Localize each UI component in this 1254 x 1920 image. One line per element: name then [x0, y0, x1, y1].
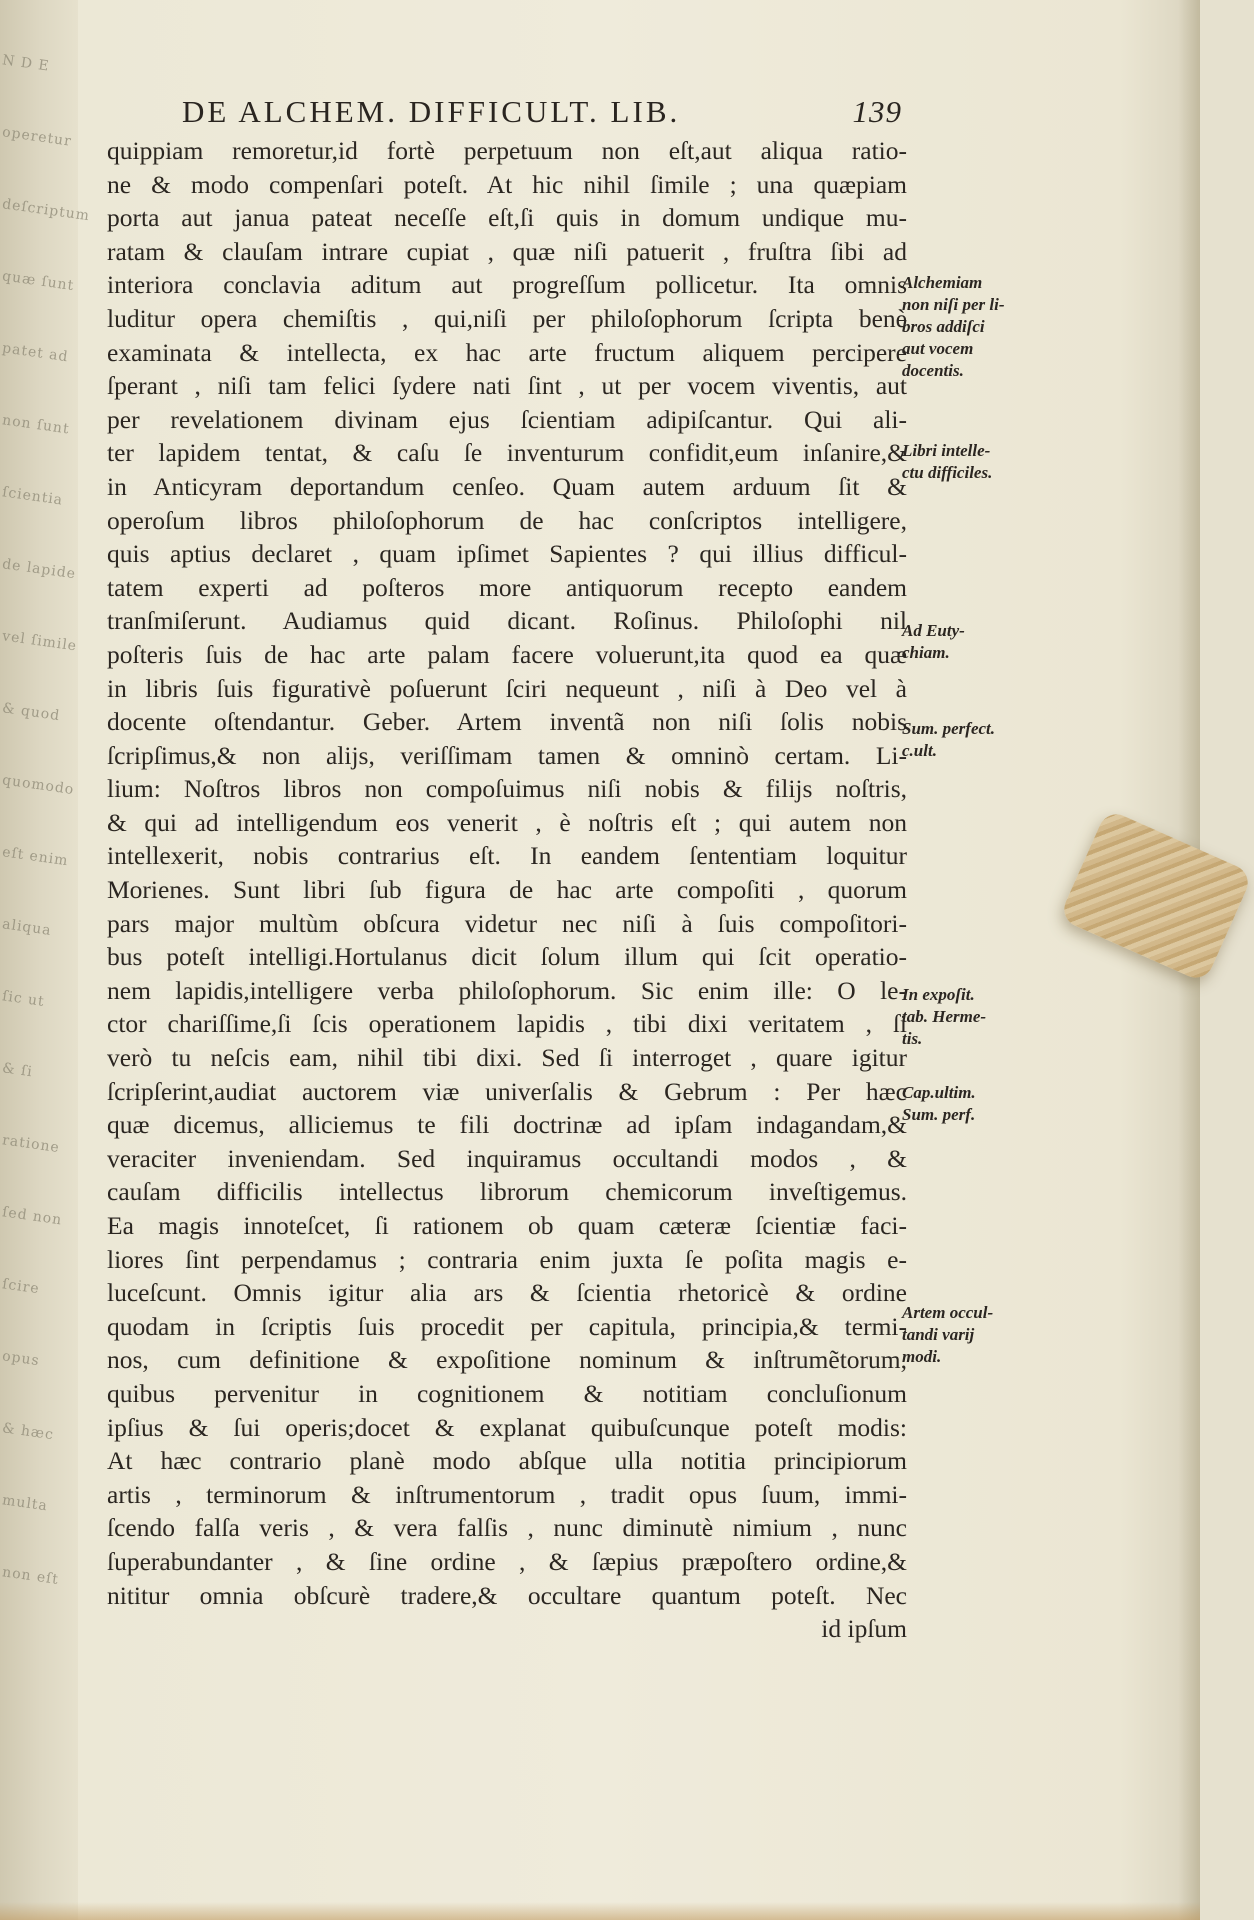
text-line: tranſmiſerunt. Audiamus quid dicant. Roſinus. Philoſophi nil: [107, 606, 907, 636]
bleed-through-text: non eſt: [1, 1564, 60, 1588]
bleed-through-text: deſcriptum: [1, 196, 91, 225]
marginal-note: [902, 1302, 1052, 1368]
text-line: quodam in ſcriptis ſuis procedit per capitula, principia,& termi-: [107, 1311, 907, 1341]
text-line: At hæc contrario planè modo abſque ulla notitia principiorum: [107, 1446, 907, 1476]
bleed-through-text: multa: [1, 1492, 49, 1515]
marginal-note-line: ctu difficiles.: [902, 463, 993, 482]
bleed-through-text: operetur: [1, 124, 73, 150]
marginal-note-line: Alchemiam: [902, 273, 983, 292]
text-line: nos, cum definitione & expoſitione nominum & inſtrumẽtorum,: [107, 1345, 907, 1375]
text-line: veraciter inveniendam. Sed inquiramus occultandi modos , &: [107, 1143, 907, 1173]
text-line: luditur opera chemiſtis , qui,niſi per philoſophorum ſcripta benè: [107, 303, 907, 333]
bleed-through-text: de lapide: [1, 556, 77, 583]
text-line: per revelationem divinam ejus ſcientiam adipiſcantur. Qui ali-: [107, 404, 907, 434]
bleed-through-text: quomodo: [1, 772, 76, 799]
text-line: quibus pervenitur in cognitionem & notitiam concluſionum: [107, 1378, 907, 1408]
text-line: ſcendo falſa veris , & vera falſis , nunc diminutè nimium , nunc: [107, 1513, 907, 1543]
bleed-through-text: N D E: [1, 52, 51, 75]
text-line: ne & modo compenſari poteſt. At hic nihil ſimile ; una quæpiam: [107, 169, 907, 199]
running-head: [182, 94, 902, 134]
text-line: examinata & intellecta, ex hac arte fructum aliquem percipere: [107, 337, 907, 367]
text-line: poſteris ſuis de hac arte palam facere voluerunt,ita quod ea quæ: [107, 639, 907, 669]
bleed-through-text: vel ſimile: [1, 628, 79, 655]
text-line: nem lapidis,intelligere verba philoſophorum. Sic enim ille: O le-: [107, 975, 907, 1005]
marginal-note: [902, 620, 1052, 664]
text-line: ratam & clauſam intrare cupiat , quæ niſi patuerit , fruſtra ſibi ad: [107, 236, 907, 266]
text-line: ſcripſimus,& non alijs, veriſſimam tamen & omninò certam. Li-: [107, 740, 907, 770]
bleed-through-text: & quod: [1, 700, 62, 725]
text-line: interiora conclavia aditum aut progreſſum pollicetur. Ita omnis: [107, 270, 907, 300]
bleed-through-text: opus: [1, 1348, 41, 1370]
text-line: ctor chariſſime,ſi ſcis operationem lapidis , tibi dixi veritatem , ſi: [107, 1009, 907, 1039]
marginal-note-line: tab. Herme-: [902, 1007, 987, 1026]
text-line: intellexerit, nobis contrarius eſt. In eandem ſententiam loquitur: [107, 841, 907, 871]
text-line: ſperant , niſi tam felici ſydere nati ſint , ut per vocem viventis, aut: [107, 371, 907, 401]
catchword: id ipſum: [821, 1614, 907, 1644]
marginal-note-line: chiam.: [902, 643, 950, 662]
text-line: lium: Noſtros libros non compoſuimus niſi nobis & filijs noſtris,: [107, 774, 907, 804]
bleed-through-text: patet ad: [1, 340, 70, 366]
text-line: Ea magis innoteſcet, ſi rationem ob quam cæteræ ſcientiæ faci-: [107, 1211, 907, 1240]
marginal-note-line: Cap.ultim.: [902, 1083, 976, 1102]
text-line: Morienes. Sunt libri ſub figura de hac arte compoſiti , quorum: [107, 875, 907, 905]
marginal-note-line: docentis.: [902, 361, 964, 380]
bleed-through-text: ſic ut: [1, 988, 46, 1010]
text-line: nititur omnia obſcurè tradere,& occultare quantum poteſt. Nec: [107, 1580, 907, 1610]
text-line: ter lapidem tentat, & caſu ſe inventurum confidit,eum inſanire,&: [107, 438, 907, 468]
bleed-through-text: ſcire: [1, 1276, 41, 1298]
text-line: ſcripſerint,audiat auctorem viæ univerſalis & Gebrum : Per hæc: [107, 1076, 907, 1106]
text-line: in Anticyram deportandum cenſeo. Quam autem arduum ſit &: [107, 471, 907, 501]
binding-gutter: [0, 0, 91, 1920]
text-line: & qui ad intelligendum eos venerit , è noſtris eſt ; qui autem non: [107, 807, 907, 837]
text-line: liores ſint perpendamus ; contraria enim juxta ſe poſita magis e-: [107, 1244, 907, 1274]
text-line: quæ dicemus, alliciemus te fili doctrinæ ad ipſam indagandam,&: [107, 1110, 907, 1140]
marginal-note-line: Sum. perfect.: [902, 719, 996, 738]
page-number: 139: [852, 94, 902, 129]
running-head-title: DE ALCHEM. DIFFICULT. LIB.: [182, 94, 681, 129]
marginal-note-line: aut vocem: [902, 339, 974, 358]
marginal-note-line: bros addiſci: [902, 317, 985, 336]
marginal-note-line: Libri intelle-: [902, 441, 991, 460]
text-line: cauſam difficilis intellectus librorum chemicorum inveſtigemus.: [107, 1177, 907, 1207]
page-bottom-edge: [0, 1902, 1200, 1920]
bleed-through-text: ſcientia: [1, 484, 65, 509]
bleed-through-text: ratione: [1, 1132, 61, 1157]
bleed-through-text: eſt enim: [1, 844, 70, 870]
marginal-note-line: In expoſit.: [902, 985, 975, 1004]
text-line: verò tu neſcis eam, nihil tibi dixi. Sed ſi interroget , quare igitur: [107, 1043, 907, 1073]
text-line: quippiam remoretur,id fortè perpetuum non eſt,aut aliqua ratio-: [107, 136, 907, 165]
marginal-note-line: tandi varij: [902, 1325, 975, 1344]
text-line: in libris ſuis figurativè poſuerunt ſciri nequeunt , niſi à Deo vel à: [107, 673, 907, 703]
marginal-note-line: modi.: [902, 1347, 942, 1366]
bleed-through-text: aliqua: [1, 916, 53, 939]
marginal-note: [902, 718, 1052, 762]
bleed-through-text: quæ ſunt: [1, 268, 76, 295]
page-tab-marker: [1059, 809, 1254, 984]
marginal-note-line: tis.: [902, 1029, 923, 1048]
bleed-through-text: non ſunt: [1, 412, 71, 438]
text-line: operoſum libros philoſophorum de hac conſcriptos intelligere,: [107, 505, 907, 535]
text-line: artis , terminorum & inſtrumentorum , tradit opus ſuum, immi-: [107, 1479, 907, 1509]
text-line: porta aut janua pateat neceſſe eſt,ſi quis in domum undique mu-: [107, 203, 907, 233]
marginal-note: [902, 1082, 1052, 1126]
text-line: pars major multùm obſcura videtur nec niſi à ſuis compoſitori-: [107, 908, 907, 938]
marginal-note-line: non niſi per li-: [902, 295, 1005, 314]
marginal-note: [902, 984, 1052, 1050]
text-line: ipſius & ſui operis;docet & explanat quibuſcunque poteſt modis:: [107, 1412, 907, 1442]
bleed-through-text: ſed non: [1, 1204, 64, 1229]
text-line: quis aptius declaret , quam ipſimet Sapientes ? qui illius difficul-: [107, 539, 907, 569]
text-line: ſuperabundanter , & ſine ordine , & ſæpius præpoſtero ordine,&: [107, 1546, 907, 1576]
text-line: docente oſtendantur. Geber. Artem inventã non niſi ſolis nobis: [107, 707, 907, 737]
marginal-note: [902, 272, 1052, 382]
text-line: bus poteſt intelligi.Hortulanus dicit ſolum illum qui ſcit operatio-: [107, 942, 907, 972]
marginal-note-line: Ad Euty-: [902, 621, 965, 640]
bleed-through-text: & ſi: [1, 1060, 34, 1081]
marginal-note-line: Artem occul-: [902, 1303, 994, 1322]
bleed-through-text: & hæc: [1, 1420, 55, 1444]
marginal-note: [902, 440, 1052, 484]
text-line: luceſcunt. Omnis igitur alia ars & ſcientia rhetoricè & ordine: [107, 1278, 907, 1308]
marginal-note-line: c.ult.: [902, 741, 937, 760]
body-text: [107, 134, 907, 1646]
text-line: tatem experti ad poſteros more antiquorum recepto eandem: [107, 572, 907, 602]
marginal-note-line: Sum. perf.: [902, 1105, 976, 1124]
